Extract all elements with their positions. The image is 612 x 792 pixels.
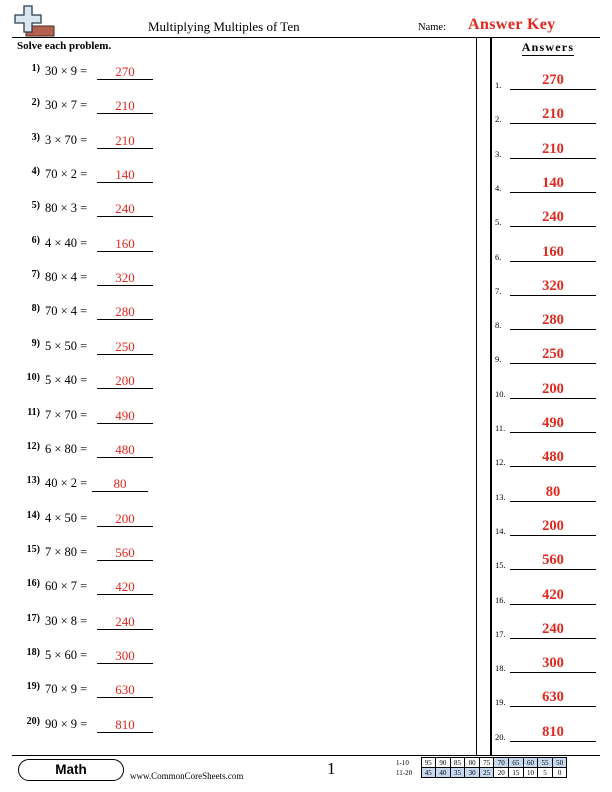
answer-item: [495, 104, 601, 124]
score-row-label: 1-10: [396, 758, 409, 767]
score-cell: 20: [494, 768, 509, 778]
answer-value: 200: [510, 518, 596, 536]
plus-sign-logo-icon: [12, 4, 56, 38]
problem-answer: 300: [97, 648, 153, 664]
subject-badge: Math: [18, 759, 124, 781]
answer-value: 240: [510, 209, 596, 227]
name-label: Name:: [418, 22, 446, 33]
problem-number: 15): [26, 543, 40, 555]
score-cell: 5: [538, 768, 553, 778]
answer-item: [495, 207, 601, 227]
answer-value: 560: [510, 552, 596, 570]
problem-number: 11): [27, 406, 40, 418]
answer-item: [495, 585, 601, 605]
problem-answer: 80: [92, 476, 148, 492]
answer-item: [495, 687, 601, 707]
answer-number: 14.: [495, 525, 506, 536]
problem-expression: 7 × 70 =: [45, 407, 88, 422]
answer-number: 4.: [495, 182, 502, 193]
problem-number: 1): [31, 63, 40, 74]
answer-item: [495, 482, 601, 502]
problem-answer: 200: [97, 373, 153, 389]
problem-number: 5): [31, 200, 40, 212]
problem-number: 3): [31, 131, 40, 143]
problem-expression: 40 × 2 =: [45, 476, 88, 491]
website-url: www.CommonCoreSheets.com: [130, 771, 244, 781]
instructions: Solve each problem.: [17, 40, 112, 52]
answer-item: [495, 379, 601, 399]
problem-number: 12): [26, 440, 40, 452]
answer-item: [495, 550, 601, 570]
column-divider: [490, 37, 492, 755]
problem-answer: 560: [97, 545, 153, 561]
problem-expression: 80 × 4 =: [45, 270, 88, 285]
answer-number: 1.: [495, 80, 502, 90]
answer-item: [495, 722, 601, 742]
answer-value: 240: [510, 621, 596, 639]
problem-number: 8): [31, 303, 40, 315]
problem-number: 6): [31, 234, 40, 246]
score-cell: 85: [450, 758, 465, 768]
answer-item: [495, 619, 601, 639]
problem-expression: 5 × 60 =: [45, 647, 88, 662]
answer-value: 300: [510, 655, 596, 673]
score-cell: 70: [494, 758, 509, 768]
answer-key-label: Answer Key: [468, 16, 556, 33]
answer-item: [495, 516, 601, 536]
score-cell: 75: [479, 758, 494, 768]
answer-value: 630: [510, 689, 596, 707]
answer-number: 15.: [495, 560, 506, 571]
answer-value: 810: [510, 724, 596, 742]
answer-value: 80: [510, 484, 596, 502]
answer-item: [495, 653, 601, 673]
problem-number: 18): [26, 646, 40, 658]
problem-number: 19): [26, 681, 40, 693]
answer-number: 12.: [495, 457, 506, 468]
score-cell: 65: [509, 758, 524, 768]
problem-number: 13): [26, 475, 40, 487]
score-cell: 10: [523, 768, 538, 778]
answer-item: [495, 70, 601, 90]
problem-answer: 280: [97, 304, 153, 320]
answer-item: [495, 344, 601, 364]
column-divider: [476, 37, 477, 755]
score-cell: 90: [436, 758, 451, 768]
answer-item: [495, 413, 601, 433]
problem-number: 20): [26, 715, 40, 727]
answer-value: 480: [510, 449, 596, 467]
answer-value: 160: [510, 244, 596, 262]
problem-expression: 7 × 80 =: [45, 544, 88, 559]
score-cell: 55: [538, 758, 553, 768]
answer-item: [495, 310, 601, 330]
answer-number: 16.: [495, 594, 506, 605]
answer-value: 490: [510, 415, 596, 433]
score-cell: 45: [421, 768, 436, 778]
answer-number: 10.: [495, 388, 506, 399]
problem-number: 16): [26, 578, 40, 590]
problem-expression: 4 × 50 =: [45, 510, 88, 525]
problem-answer: 140: [97, 167, 153, 183]
problem-expression: 6 × 80 =: [45, 441, 88, 456]
answer-value: 210: [510, 106, 596, 124]
problem-answer: 480: [97, 442, 153, 458]
answer-number: 9.: [495, 354, 502, 365]
problem-expression: 3 × 70 =: [45, 132, 88, 147]
problem-expression: 70 × 9 =: [45, 682, 88, 697]
page-title: Multiplying Multiples of Ten: [148, 19, 300, 34]
score-table: [393, 757, 567, 778]
score-cell: 35: [450, 768, 465, 778]
score-cell: 25: [479, 768, 494, 778]
answer-item: [495, 276, 601, 296]
answer-number: 13.: [495, 491, 506, 502]
score-cell: 50: [552, 758, 567, 768]
problem-expression: 90 × 9 =: [45, 716, 88, 731]
answer-item: [495, 139, 601, 159]
answer-value: 320: [510, 278, 596, 296]
answer-item: [495, 242, 601, 262]
answer-value: 420: [510, 587, 596, 605]
problem-answer: 160: [97, 236, 153, 252]
score-cell: 95: [421, 758, 436, 768]
worksheet-header: [0, 0, 612, 40]
answer-item: [495, 447, 601, 467]
problem-number: 14): [26, 509, 40, 521]
problem-expression: 4 × 40 =: [45, 235, 88, 250]
answer-number: 17.: [495, 628, 506, 639]
page-number: 1: [327, 759, 336, 778]
answer-number: 11.: [495, 423, 506, 433]
problem-expression: 60 × 7 =: [45, 579, 88, 594]
score-cell: 0: [552, 768, 567, 778]
answer-number: 6.: [495, 251, 502, 262]
problem-answer: 210: [97, 133, 153, 149]
answer-value: 210: [510, 141, 596, 159]
problem-number: 17): [26, 612, 40, 624]
problem-answer: 320: [97, 270, 153, 286]
problem-expression: 80 × 3 =: [45, 201, 88, 216]
problem-expression: 30 × 8 =: [45, 613, 88, 628]
score-cell: 30: [465, 768, 480, 778]
answer-number: 3.: [495, 148, 502, 159]
problem-expression: 5 × 40 =: [45, 373, 88, 388]
problem-answer: 810: [97, 717, 153, 733]
problem-number: 9): [31, 337, 40, 349]
answer-value: 200: [510, 381, 596, 399]
problem-number: 10): [26, 372, 40, 384]
problem-expression: 70 × 2 =: [45, 167, 88, 182]
problem-answer: 420: [97, 579, 153, 595]
problem-expression: 30 × 9 =: [45, 64, 88, 78]
problem-answer: 490: [97, 408, 153, 424]
problem-number: 4): [31, 166, 40, 178]
answer-value: 250: [510, 346, 596, 364]
problem-answer: 210: [97, 98, 153, 114]
answer-number: 19.: [495, 697, 506, 708]
score-cell: 60: [523, 758, 538, 768]
answer-value: 270: [510, 72, 596, 90]
score-row: [393, 768, 567, 778]
answer-number: 8.: [495, 320, 502, 331]
problem-answer: 270: [97, 64, 153, 80]
problem-answer: 630: [97, 682, 153, 698]
answer-value: 140: [510, 175, 596, 193]
answer-number: 7.: [495, 285, 502, 296]
answer-value: 280: [510, 312, 596, 330]
score-cell: 40: [436, 768, 451, 778]
answer-item: [495, 173, 601, 193]
problem-answer: 240: [97, 614, 153, 630]
problem-number: 7): [31, 269, 40, 281]
score-row: [393, 758, 567, 768]
problem-answer: 250: [97, 339, 153, 355]
problem-answer: 200: [97, 511, 153, 527]
footer-rule: [12, 755, 600, 756]
score-cell: 15: [509, 768, 524, 778]
answer-number: 2.: [495, 114, 502, 125]
answers-heading: Answers: [521, 40, 575, 54]
header-rule: [12, 37, 600, 38]
problem-number: 2): [31, 97, 40, 109]
problem-expression: 5 × 50 =: [45, 338, 88, 353]
score-row-label: 11-20: [396, 768, 413, 777]
answer-number: 5.: [495, 217, 502, 228]
problem-answer: 240: [97, 201, 153, 217]
answer-number: 18.: [495, 663, 506, 674]
answer-number: 20.: [495, 731, 506, 742]
problem-expression: 30 × 7 =: [45, 98, 88, 113]
problem-expression: 70 × 4 =: [45, 304, 88, 319]
score-cell: 80: [465, 758, 480, 768]
